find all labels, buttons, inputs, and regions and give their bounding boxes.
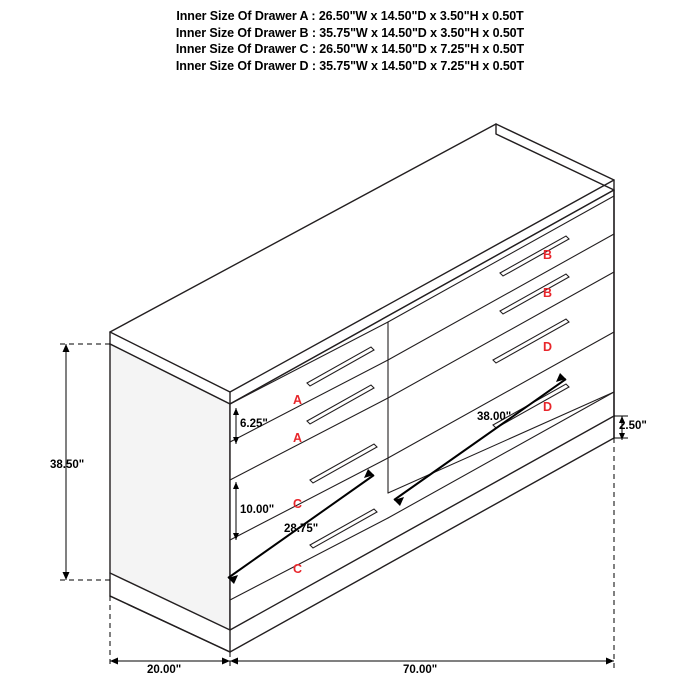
arrow-down-2-50	[619, 433, 625, 440]
overall-height-label: 38.50"	[50, 459, 85, 471]
wide-drawer-width-label: 38.00"	[477, 411, 512, 423]
spec-line-drawer-d: Inner Size Of Drawer D : 35.75"W x 14.50"D x 7.25"H x 0.50T	[175, 58, 525, 73]
drawer-letter-b-0: B	[543, 248, 553, 262]
large-drawer-height-label: 10.00"	[240, 504, 275, 516]
base-height-label: 2.50"	[619, 420, 647, 432]
drawer-letter-a-4: A	[293, 393, 303, 407]
drawer-letter-b-1: B	[543, 286, 553, 300]
arrow-right-depth	[222, 658, 230, 665]
narrow-drawer-width-label: 28.75"	[284, 523, 319, 535]
arrow-down-overall-height	[63, 572, 70, 580]
drawer-letter-d-3: D	[543, 400, 553, 414]
small-drawer-height-label: 6.25"	[240, 418, 268, 430]
drawer-letter-c-6: C	[293, 497, 303, 511]
arrow-up-overall-height	[63, 344, 70, 352]
arrow-right-width	[606, 658, 614, 665]
spec-line-drawer-c: Inner Size Of Drawer C : 26.50"W x 14.50"D x 7.25"H x 0.50T	[175, 42, 525, 56]
drawer-letter-d-2: D	[543, 340, 553, 354]
width-label: 70.00"	[403, 664, 438, 676]
arrow-left-width	[230, 658, 238, 665]
dresser-left-side-panel	[110, 344, 230, 630]
spec-line-drawer-b: Inner Size Of Drawer B : 35.75"W x 14.50"D x 3.50"H x 0.50T	[175, 25, 525, 40]
arrow-left-depth	[110, 658, 118, 665]
depth-label: 20.00"	[147, 664, 182, 676]
drawer-letter-c-7: C	[293, 562, 303, 576]
spec-line-drawer-a: Inner Size Of Drawer A : 26.50"W x 14.50"D x 3.50"H x 0.50T	[176, 9, 524, 23]
drawer-letter-a-5: A	[293, 431, 303, 445]
